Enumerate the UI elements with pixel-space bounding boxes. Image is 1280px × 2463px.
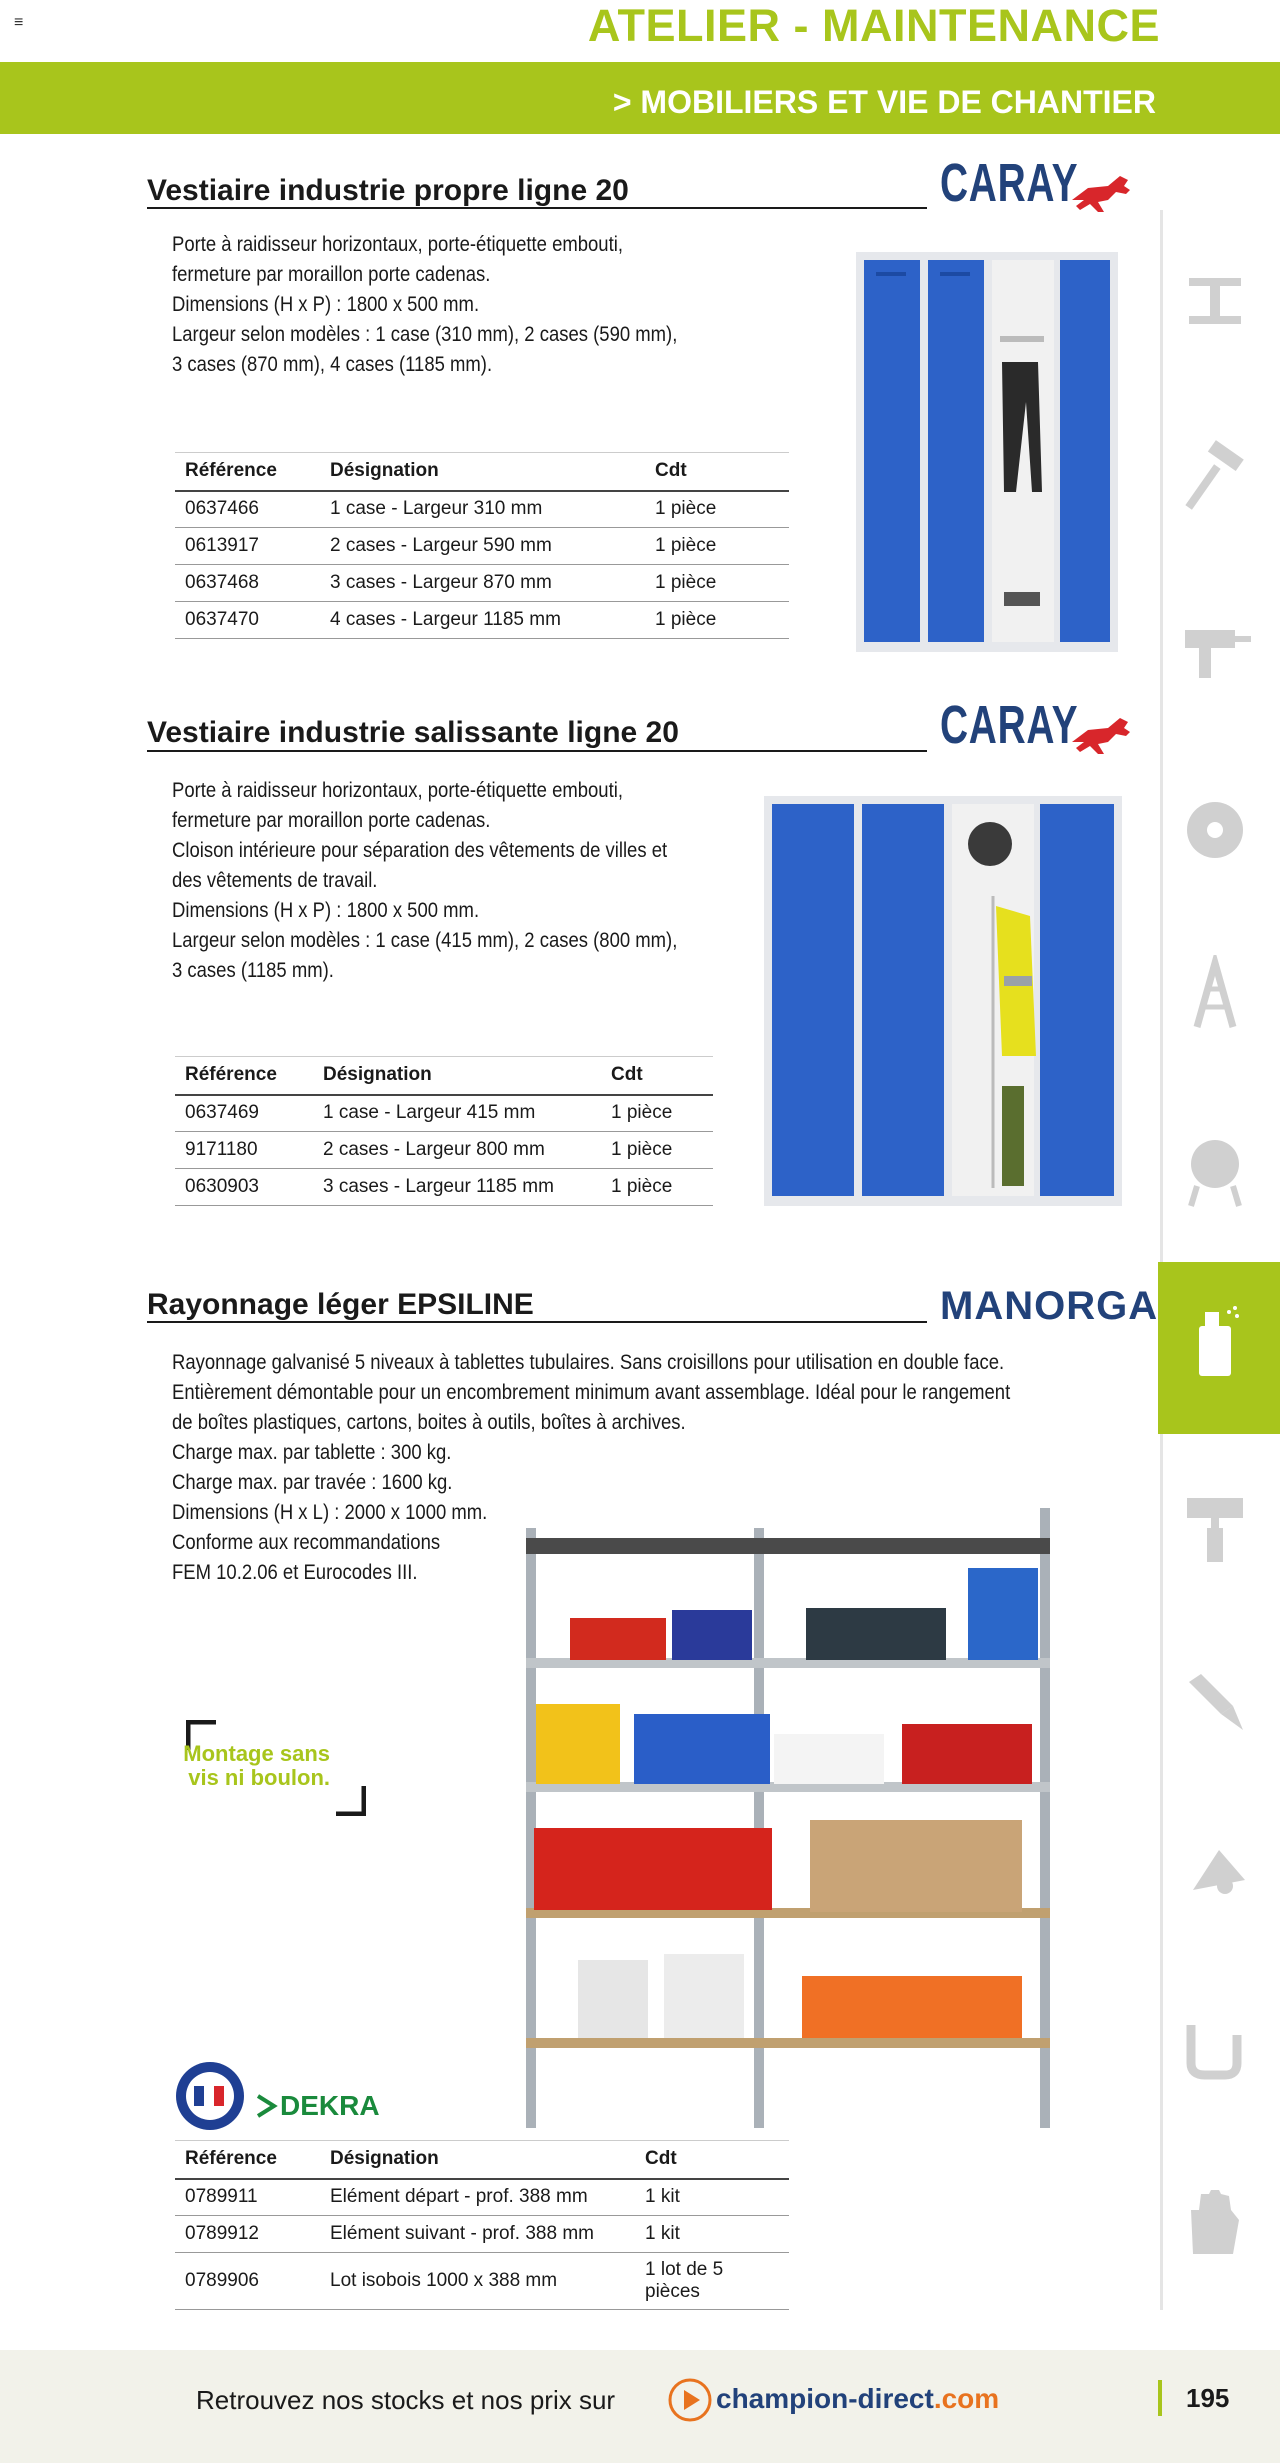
table-row: 0789906 Lot isobois 1000 x 388 mm 1 lot de 5 pièces [175, 2253, 789, 2310]
table-header-row: Référence Désignation Cdt [175, 2141, 789, 2179]
table-row: 0637470 4 cases - Largeur 1185 mm 1 pièce [175, 602, 789, 639]
glove-icon[interactable] [1175, 2180, 1255, 2260]
paint-roller-icon[interactable] [1175, 1488, 1255, 1568]
callout-line: Montage sans [183, 1741, 330, 1766]
horse-logo-icon [1068, 712, 1136, 758]
horse-logo-icon [1068, 170, 1136, 216]
screw-icon[interactable] [1175, 1660, 1255, 1740]
table-row: 0637466 1 case - Largeur 310 mm 1 pièce [175, 491, 789, 528]
footer-website-link[interactable]: champion-direct.com [716, 2383, 1000, 2414]
product-title: Vestiaire industrie salissante ligne 20 [147, 716, 679, 749]
product-description: Porte à raidisseur horizontaux, porte-étiquette embouti, fermeture par moraillon porte cadenas. Dimensions (H x P) : 1800 x 500 mm. Largeur selon modèles : 1 case (310 mm), 2 cases (590 mm), 3 cases (870 mm), 4 cases (1185 mm). [172, 233, 678, 376]
table-row: 0630903 3 cases - Largeur 1185 mm 1 pièce [175, 1169, 713, 1206]
dekra-arrow-icon [254, 2094, 278, 2118]
champion-logo-icon [666, 2376, 714, 2424]
table-row: 9171180 2 cases - Largeur 800 mm 1 pièce [175, 1132, 713, 1169]
lamp-icon[interactable] [1175, 1830, 1255, 1910]
product-table [175, 452, 789, 639]
product-table [175, 2140, 789, 2310]
product-description: Porte à raidisseur horizontaux, porte-étiquette embouti, fermeture par moraillon porte cadenas. Cloison intérieure pour séparation des vêtements de villes et des vêtements de travail. Dimensions (H x P) : 1800 x 500 mm. Largeur selon modèles : 1 case (415 mm), 2 cases (800 mm), 3 cases (1185 mm). [172, 779, 678, 982]
table-row: 0637468 3 cases - Largeur 870 mm 1 pièce [175, 565, 789, 602]
brand-logo: MANORGA [940, 1284, 1159, 1328]
table-row: 0637469 1 case - Largeur 415 mm 1 pièce [175, 1095, 713, 1132]
menu-mark: ≡ [14, 14, 24, 31]
page-number: 195 [1186, 2383, 1230, 2413]
locker-clean-image [856, 252, 1118, 652]
assembly-callout [183, 1720, 366, 1816]
table-row: 0789912 Elément suivant - prof. 388 mm 1 kit [175, 2216, 789, 2253]
hammer-icon[interactable] [1175, 440, 1255, 520]
shelving-image [522, 1498, 1086, 2138]
footer-text: Retrouvez nos stocks et nos prix sur [196, 2385, 616, 2415]
callout-line: vis ni boulon. [188, 1765, 330, 1790]
table-row: 0789911 Elément départ - prof. 388 mm 1 kit [175, 2179, 789, 2216]
brand-logo: CARAY [940, 695, 1079, 755]
table-header-row: Référence Désignation Cdt [175, 1057, 713, 1095]
pipe-icon[interactable] [1175, 2005, 1255, 2085]
spray-can-icon[interactable] [1175, 1300, 1255, 1380]
drill-icon[interactable] [1175, 612, 1255, 692]
subsection-title: > MOBILIERS ET VIE DE CHANTIER [612, 84, 1156, 120]
brand-logo: CARAY [940, 153, 1079, 213]
table-header-row: Référence Désignation Cdt [175, 453, 789, 491]
saw-blade-icon[interactable] [1175, 790, 1255, 870]
product-description: Rayonnage galvanisé 5 niveaux à tablettes tubulaires. Sans croisillons pour utilisation en double face. Entièrement démontable pour un encombrement minimum avant assemblage. Idéal pour le rangement de boîtes plastiques, cartons, boites à outils, boîtes à archives. Charge max. par tablette : 300 kg. Charge max. par travée : 1600 kg. Dimensions (H x L) : 2000 x 1000 mm. Conforme aux recommandations FEM 10.2.06 et Eurocodes III. [172, 1351, 1011, 1584]
locker-dirty-image [764, 796, 1122, 1206]
product-title: Vestiaire industrie propre ligne 20 [147, 174, 629, 207]
sidebar-rail [1160, 210, 1163, 2310]
cement-mixer-icon[interactable] [1175, 1130, 1255, 1210]
product-table [175, 1056, 713, 1206]
title-rule [147, 207, 927, 209]
table-row: 0613917 2 cases - Largeur 590 mm 1 pièce [175, 528, 789, 565]
title-rule [147, 750, 927, 752]
section-title: ATELIER - MAINTENANCE [587, 0, 1160, 51]
page-number-bar [1158, 2380, 1162, 2416]
footer [0, 2350, 1280, 2463]
title-rule [147, 1321, 927, 1323]
made-in-france-badge-icon [174, 2060, 246, 2132]
beam-icon[interactable] [1175, 262, 1255, 342]
product-title: Rayonnage léger EPSILINE [147, 1288, 534, 1321]
ladder-icon[interactable] [1175, 955, 1255, 1035]
dekra-logo: DEKRA [280, 2090, 380, 2121]
